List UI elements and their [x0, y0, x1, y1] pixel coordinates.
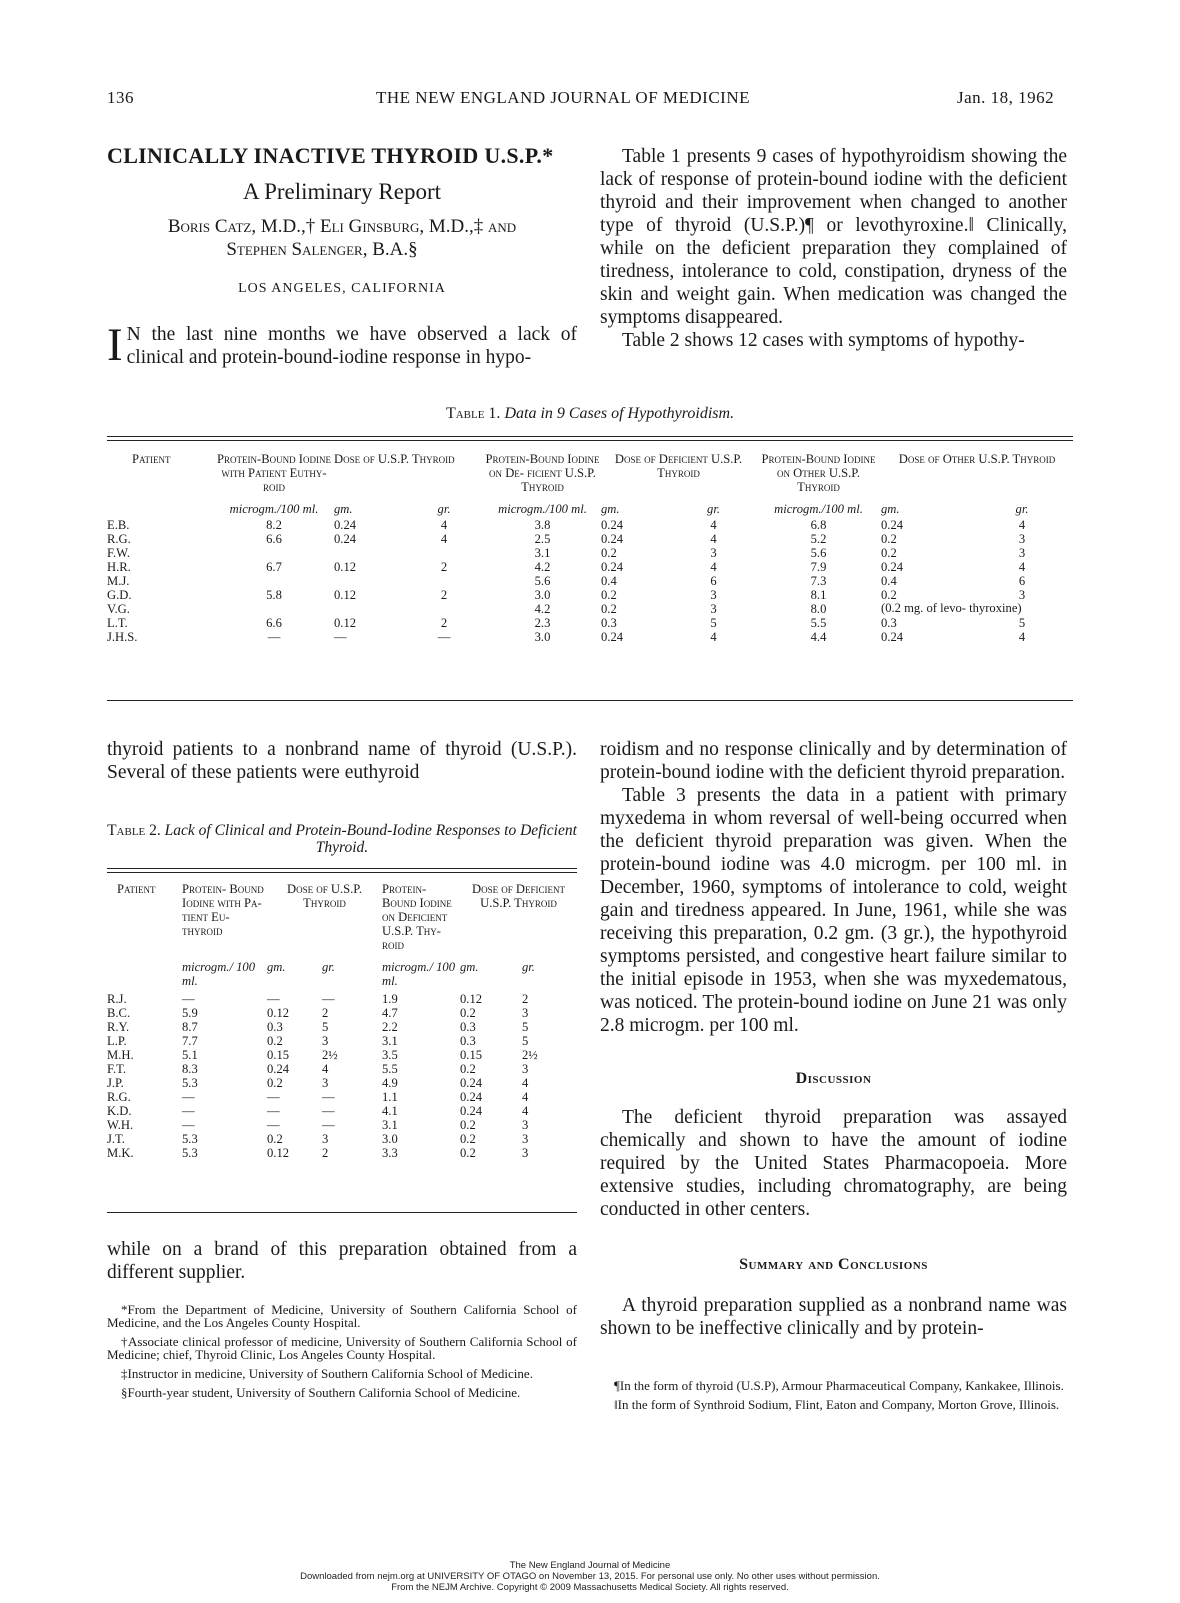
footnote: ¶In the form of thyroid (U.S.P), Armour Pharmaceutical Company, Kankakee, Illinois.: [614, 1378, 1064, 1393]
table1-cell: 3.8: [534, 518, 551, 532]
table1-cell: 7.9: [810, 560, 827, 574]
table2-cell: 0.15: [267, 1048, 290, 1062]
article-subtitle: A Preliminary Report: [242, 179, 442, 204]
table1-cell: 8.1: [810, 588, 827, 602]
table1-caption: [107, 405, 1073, 423]
table2-cell: 0.12: [267, 1006, 290, 1020]
table2-cell: F.T.: [107, 1062, 127, 1076]
table2-row: [107, 1048, 577, 1062]
table2-cell: 0.2: [460, 1146, 476, 1160]
table2-cell: 4: [322, 1062, 329, 1076]
right-column-top: [600, 145, 1067, 352]
table2-header: Dose of Deficient U.S.P. Thyroid: [472, 882, 565, 910]
table2-cell: 0.2: [460, 1132, 476, 1146]
table1-cell: 3.0: [534, 588, 551, 602]
table2-body: [107, 988, 577, 1160]
table1-cell: 4.2: [534, 560, 551, 574]
table1-cell: 5.8: [266, 588, 282, 602]
table2-cell: 0.3: [460, 1020, 476, 1034]
table2-cell: R.Y.: [107, 1020, 130, 1034]
table1-cell: —: [437, 630, 451, 644]
table1-cell: 3: [1018, 588, 1026, 602]
table2-cell: R.J.: [107, 992, 127, 1006]
table2-cell: 0.24: [460, 1076, 483, 1090]
table1-cell: 4: [440, 532, 448, 546]
table1-cell: [214, 602, 334, 616]
table1-body: [107, 516, 1073, 644]
table1-cell: 3.1: [534, 546, 551, 560]
table2-cell: 3.5: [382, 1048, 398, 1062]
table1-cell: 6: [1018, 574, 1026, 588]
table2-cell: 5: [322, 1020, 329, 1034]
table2-cell: 0.15: [460, 1048, 483, 1062]
table2-cell: 3.1: [382, 1118, 398, 1132]
table1-cell: J.H.S.: [107, 630, 138, 644]
table1-cell: 2: [440, 588, 448, 602]
table1-unit: gm.: [881, 502, 900, 516]
table1-cell: —: [334, 630, 347, 644]
table2-cell: 2½: [522, 1048, 538, 1062]
table2-cell: J.T.: [107, 1132, 125, 1146]
table2-cell: 0.12: [460, 992, 483, 1006]
table2-row: [107, 1020, 577, 1034]
table2-header: Protein- Bound Iodine with Pa- tient Eu- thyroid: [182, 882, 264, 938]
table2-cell: 3: [522, 1006, 529, 1020]
table2-cell: 4: [522, 1104, 529, 1118]
table1-cell: 3.0: [534, 630, 551, 644]
table2-top-rule-2: [107, 872, 577, 873]
table1-cell: G.D.: [107, 588, 132, 602]
journal-title: THE NEW ENGLAND JOURNAL OF MEDICINE: [376, 88, 750, 107]
article-title: CLINICALLY INACTIVE THYROID U.S.P.*: [107, 143, 554, 168]
drop-cap: I: [107, 319, 123, 371]
table1-header: Protein-Bound Iodine on De- ficient U.S.P. Thyroid: [485, 452, 600, 494]
table2-cell: 3: [322, 1076, 329, 1090]
footnotes-left: [107, 1303, 577, 1405]
table1-row: [107, 630, 1073, 644]
table2-cell: 3: [322, 1132, 329, 1146]
summary-paragraph: A thyroid preparation supplied as a nonbrand name was shown to be ineffective clinically and by protein-: [600, 1295, 1067, 1339]
table2-row: [107, 1034, 577, 1048]
table1-cell: 0.2: [881, 532, 897, 546]
table1-cell: 0.4: [881, 574, 897, 588]
table2-cell: 0.3: [460, 1034, 476, 1048]
table2-cell: K.D.: [107, 1104, 132, 1118]
table1-header: Patient: [132, 452, 171, 466]
table2-caption-text: Lack of Clinical and Protein-Bound-Iodine Responses to Deficient Thyroid.: [164, 822, 577, 856]
table2-cell: 2: [322, 1006, 329, 1020]
table2-cell: 0.2: [267, 1132, 283, 1146]
table1-cell: V.G.: [107, 602, 130, 616]
table1-cell: 0.24: [601, 532, 624, 546]
authors-line-1: Boris Catz, M.D.,† Eli Ginsburg, M.D.,‡ and: [167, 216, 517, 237]
table1-cell: 6.6: [266, 532, 282, 546]
table1-cell: (0.2 mg. of levo- thyroxine): [881, 601, 1022, 615]
table2-header-row: [107, 882, 577, 952]
table2-row: [107, 1076, 577, 1090]
table1-header: Dose of U.S.P. Thyroid: [334, 452, 455, 466]
table2-row: [107, 1118, 577, 1132]
footnote: †Associate clinical professor of medicine, University of Southern California School of Medicine; chief, Thyroid Clinic, Los Angeles County Hospital.: [107, 1334, 577, 1362]
table2-cell: J.P.: [107, 1076, 124, 1090]
right-column-lower: [600, 738, 1067, 1340]
footnote: ‖In the form of Synthroid Sodium, Flint, Eaton and Company, Morton Grove, Illinois.: [614, 1397, 1060, 1412]
table1-cell: [214, 574, 334, 588]
table2-cell: 0.12: [267, 1146, 290, 1160]
table1-cell: 2: [440, 560, 448, 574]
table1-cell: 3: [710, 546, 717, 560]
table2-cell: 3: [522, 1146, 529, 1160]
right-lower-paragraph-1: roidism and no response clinically and by determination of protein-bound iodine with the deficient thyroid preparation.: [600, 739, 1067, 783]
table2-bottom-rule: [107, 1212, 577, 1213]
intro-text: N the last nine months we have observed a lack of clinical and protein-bound-iodine response in hypo-: [126, 324, 577, 368]
footnote: *From the Department of Medicine, University of Southern California School of Medicine, and the Los Angeles County Hospital.: [107, 1302, 577, 1330]
table2-row: [107, 1062, 577, 1076]
table1-cell: 2.3: [534, 616, 551, 630]
table2-cell: W.H.: [107, 1118, 134, 1132]
table2-cell: 5.3: [182, 1146, 198, 1160]
table1-cell: 4: [1018, 560, 1026, 574]
footnotes-right: [600, 1379, 1067, 1417]
table2-cell: 3: [522, 1132, 529, 1146]
table1-cell: [404, 546, 484, 560]
table2-cell: —: [182, 1090, 195, 1104]
table1-unit: gr.: [437, 502, 451, 516]
table1-cell: 0.24: [881, 518, 904, 532]
table1-cell: 0.2: [601, 588, 617, 602]
table1-unit: microgm./100 ml.: [229, 502, 319, 516]
table1-cell: 4: [710, 560, 717, 574]
table2-unit-row: [107, 952, 577, 988]
table2-row: [107, 1006, 577, 1020]
table2-unit: gm.: [460, 960, 479, 974]
intro-paragraph: [107, 319, 577, 371]
table1-cell: 6.6: [266, 616, 282, 630]
table2-cell: 7.7: [182, 1034, 198, 1048]
table2-cell: 3.3: [382, 1146, 398, 1160]
table2-cell: 3.1: [382, 1034, 398, 1048]
table1-row: [107, 588, 1073, 602]
table2-cell: R.G.: [107, 1090, 131, 1104]
table2-cell: 5.3: [182, 1132, 198, 1146]
footer-copyright: From the NEJM Archive. Copyright © 2009 Massachusetts Medical Society. All rights reserved.: [391, 1582, 789, 1593]
table2-unit: gr.: [322, 960, 335, 974]
table2-cell: 5.9: [182, 1006, 198, 1020]
table1-cell: 0.24: [334, 532, 357, 546]
table1-cell: 4: [710, 518, 717, 532]
table1-cell: 4: [440, 518, 448, 532]
footnote: ‡Instructor in medicine, University of Southern California School of Medicine.: [121, 1366, 533, 1381]
table2-cell: 5: [522, 1020, 529, 1034]
table2-cell: 2: [522, 992, 529, 1006]
table1-cell: 8.2: [266, 518, 282, 532]
table1-cell: 5.5: [810, 616, 827, 630]
table1-cell: 0.24: [881, 630, 904, 644]
table2-cell: 1.1: [382, 1090, 398, 1104]
table1-cell: 0.12: [334, 560, 357, 574]
table2-cell: —: [182, 992, 195, 1006]
footer-journal: The New England Journal of Medicine: [509, 1560, 671, 1571]
table2-cell: —: [182, 1118, 195, 1132]
table2-cell: L.P.: [107, 1034, 127, 1048]
table2-unit: [107, 952, 182, 988]
table1-bottom-rule: [107, 700, 1073, 701]
table1-cell: F.W.: [107, 546, 131, 560]
table1-cell: 0.24: [881, 560, 904, 574]
table1-row: [107, 616, 1073, 630]
table1-cell: 0.24: [601, 630, 624, 644]
table1-cell: 0.2: [601, 602, 617, 616]
table1-cell: 0.3: [881, 616, 897, 630]
table1-caption-text: Data in 9 Cases of Hypothyroidism.: [504, 405, 735, 422]
table1-unit: [107, 494, 214, 516]
table1-header: Protein-Bound Iodine with Patient Euthy- roid: [217, 452, 331, 494]
table2-cell: 3: [522, 1062, 529, 1076]
table1-cell: 5: [710, 616, 717, 630]
issue-date: Jan. 18, 1962: [957, 88, 1055, 107]
table1-cell: M.J.: [107, 574, 130, 588]
table1-row: [107, 516, 1073, 532]
table1-cell: H.R.: [107, 560, 131, 574]
table1-cell: [334, 602, 404, 616]
table1-cell: 7.3: [810, 574, 827, 588]
table1-cell: 3: [1018, 546, 1026, 560]
table2-header: Dose of U.S.P. Thyroid: [286, 882, 363, 910]
table1-unit: gr.: [707, 502, 720, 516]
table2-unit: microgm./ 100 ml.: [382, 960, 455, 988]
table1-cell: 4: [710, 532, 717, 546]
table1-cell: R.G.: [107, 532, 131, 546]
table1-cell: 8.0: [810, 602, 827, 616]
table1-cell: 0.12: [334, 616, 357, 630]
table1-cell: 6.8: [810, 518, 827, 532]
table1-cell: 3: [1018, 532, 1026, 546]
table2-cell: 5.1: [182, 1048, 198, 1062]
table1-cell: 0.24: [334, 518, 357, 532]
authors: [107, 215, 577, 261]
title-block: [107, 143, 577, 369]
table1-cell: [214, 546, 334, 560]
table2-cell: 3: [322, 1034, 329, 1048]
table2-cell: 0.2: [267, 1034, 283, 1048]
table2-cell: —: [322, 1118, 335, 1132]
table1-header: Dose of Deficient U.S.P. Thyroid: [614, 452, 743, 480]
table2-cell: 4.1: [382, 1104, 398, 1118]
page-number: 136: [107, 88, 134, 107]
table1-cell: [404, 602, 484, 616]
table1-unit: microgm./100 ml.: [774, 502, 863, 516]
table2-caption: [107, 822, 577, 856]
authors-line-2: Stephen Salenger, B.A.§: [226, 239, 418, 260]
summary-heading: Summary and Conclusions: [739, 1256, 928, 1273]
table1-cell: L.T.: [107, 616, 128, 630]
table2-cell: 5.5: [382, 1062, 398, 1076]
table2-header: Protein- Bound Iodine on Deficient U.S.P. Thy- roid: [382, 882, 452, 952]
table1-unit: gm.: [601, 502, 620, 516]
table1-cell: 0.12: [334, 588, 357, 602]
table2-cell: 0.2: [267, 1076, 283, 1090]
table2-top-rule: [107, 868, 577, 869]
table1-cell: 2.5: [534, 532, 551, 546]
left-lower-paragraph-2: while on a brand of this preparation obtained from a different supplier.: [107, 1239, 577, 1283]
table1-unit: gr.: [1015, 502, 1029, 516]
table1-cell: 4.2: [534, 602, 551, 616]
table2-cell: 2.2: [382, 1020, 398, 1034]
table1-cell: 0.24: [601, 560, 624, 574]
table2-cell: 3.0: [382, 1132, 398, 1146]
table2-cell: 2: [322, 1146, 329, 1160]
table1-cell: 3: [710, 588, 717, 602]
table1-header: Dose of Other U.S.P. Thyroid: [898, 452, 1056, 466]
table1-cell: 5.2: [810, 532, 827, 546]
table1-row: [107, 532, 1073, 546]
table1-row: [107, 546, 1073, 560]
table1-row: [107, 560, 1073, 574]
table1-cell: [404, 574, 484, 588]
table1-cell: 5: [1018, 616, 1026, 630]
table2-cell: M.H.: [107, 1048, 134, 1062]
table2-cell: 5: [522, 1034, 529, 1048]
table2-cell: 0.24: [267, 1062, 290, 1076]
table2-cell: 0.3: [267, 1020, 283, 1034]
table2-unit: gr.: [522, 960, 535, 974]
table2-cell: —: [267, 1118, 280, 1132]
table1-cell: 6: [710, 574, 717, 588]
table1: [107, 452, 1073, 644]
table2-cell: 8.3: [182, 1062, 198, 1076]
table2-unit: microgm./ 100 ml.: [182, 960, 255, 988]
table2-cell: 5.3: [182, 1076, 198, 1090]
table2-row: [107, 988, 577, 1006]
table2-unit: gm.: [267, 960, 286, 974]
table1-cell: 0.4: [601, 574, 617, 588]
table2-cell: 0.24: [460, 1090, 483, 1104]
table1-cell: 3: [710, 602, 717, 616]
left-column-lower: [107, 738, 577, 784]
table1-top-rule: [107, 436, 1073, 437]
table2-row: [107, 1104, 577, 1118]
table2-cell: 0.24: [460, 1104, 483, 1118]
footnote: §Fourth-year student, University of Southern California School of Medicine.: [121, 1385, 521, 1400]
discussion-heading: Discussion: [795, 1070, 872, 1087]
table1-cell: [334, 574, 404, 588]
table1-unit-row: [107, 494, 1073, 516]
table1-cell: 0.24: [601, 518, 624, 532]
table2-cell: —: [322, 1104, 335, 1118]
table2-cell: 4.7: [382, 1006, 398, 1020]
table1-header-row: [107, 452, 1073, 494]
table1-top-rule-2: [107, 440, 1073, 441]
table1-cell: 2: [440, 616, 448, 630]
table1-cell: 0.3: [601, 616, 617, 630]
table1-cell: 4.4: [810, 630, 827, 644]
footer-download-note: Downloaded from nejm.org at UNIVERSITY OF OTAGO on November 13, 2015. For personal use only. No other uses without permission.: [300, 1571, 880, 1582]
left-lower-paragraph-2-block: [107, 1238, 577, 1284]
table2-cell: —: [182, 1104, 195, 1118]
table1-cell: 0.2: [601, 546, 617, 560]
table2-cell: —: [267, 1090, 280, 1104]
table2-cell: 4.9: [382, 1076, 398, 1090]
table2-row: [107, 1090, 577, 1104]
table1-cell: 5.6: [810, 546, 827, 560]
table2-cell: 1.9: [382, 992, 398, 1006]
table1-intro-paragraph: Table 1 presents 9 cases of hypothyroidism showing the lack of response of protein-bound iodine with the deficient thyroid and their improvement when changed to another type of thyroid (U.S.P.)¶ or levothyroxine.‖ Clinically, while on the deficient preparation they complained of tiredness, intolerance to cold, constipation, dryness of the skin and weight gain. When medication was changed the symptoms disappeared.: [600, 146, 1067, 328]
table1-cell: 5.6: [534, 574, 551, 588]
table1-unit: microgm./100 ml.: [498, 502, 587, 516]
table1-cell: 4: [710, 630, 717, 644]
discussion-paragraph: The deficient thyroid preparation was assayed chemically and shown to have the amount of iodine required by the United States Pharmacopoeia. More extensive studies, including chromatography, are being conducted in other centers.: [600, 1107, 1067, 1220]
table1-cell: 0.2: [881, 546, 897, 560]
table1-cell: 4: [1018, 630, 1026, 644]
table2-cell: 0.2: [460, 1118, 476, 1132]
table2-cell: B.C.: [107, 1006, 131, 1020]
table2-cell: 4: [522, 1090, 529, 1104]
table2-intro-paragraph: Table 2 shows 12 cases with symptoms of hypothy-: [622, 330, 1025, 351]
table1-cell: 6.7: [266, 560, 282, 574]
table2-cell: M.K.: [107, 1146, 134, 1160]
table2-cell: —: [322, 1090, 335, 1104]
table1-row: [107, 574, 1073, 588]
table2-cell: —: [267, 992, 280, 1006]
table2-cell: —: [267, 1104, 280, 1118]
table1-cell: 4: [1018, 518, 1026, 532]
table1-cell: [334, 546, 404, 560]
table2-row: [107, 1132, 577, 1146]
table2: [107, 882, 577, 1160]
table2-cell: 2½: [322, 1048, 338, 1062]
table2-row: [107, 1146, 577, 1160]
table2-header: Patient: [117, 882, 156, 896]
table1-cell: 0.2: [881, 588, 897, 602]
table1-caption-label: Table 1.: [445, 405, 501, 422]
table2-cell: 0.2: [460, 1006, 476, 1020]
table1-unit: gm.: [334, 502, 353, 516]
right-lower-paragraph-2: Table 3 presents the data in a patient with primary myxedema in whom reversal of well-being occurred when the deficient thyroid preparation was given. When the protein-bound iodine was 4.0 microgm. per 100 ml. in December, 1960, symptoms of intolerance to cold, weight gain and tiredness appeared. In June, 1961, while she was receiving this preparation, 0.2 gm. (3 gr.), the hypothyroid symptoms persisted, and congestive heart failure similar to the initial episode in 1953, when she was myxedematous, was noticed. The protein-bound iodine on June 21 was only 2.8 microgm. per 100 ml.: [600, 785, 1067, 1036]
table2-cell: —: [322, 992, 335, 1006]
table2-caption-label: Table 2.: [107, 822, 161, 839]
page-footer: [0, 1560, 1180, 1593]
table1-header: Protein-Bound Iodine on Other U.S.P. Thyroid: [761, 452, 876, 494]
location: LOS ANGELES, CALIFORNIA: [238, 281, 446, 296]
table1-row: [107, 602, 1073, 616]
left-lower-paragraph-1: thyroid patients to a nonbrand name of thyroid (U.S.P.). Several of these patients were euthyroid: [107, 739, 577, 783]
table1-cell: —: [267, 630, 281, 644]
table2-cell: 4: [522, 1076, 529, 1090]
table2-cell: 8.7: [182, 1020, 198, 1034]
table1-cell: E.B.: [107, 518, 130, 532]
table2-cell: 3: [522, 1118, 529, 1132]
table2-cell: 0.2: [460, 1062, 476, 1076]
